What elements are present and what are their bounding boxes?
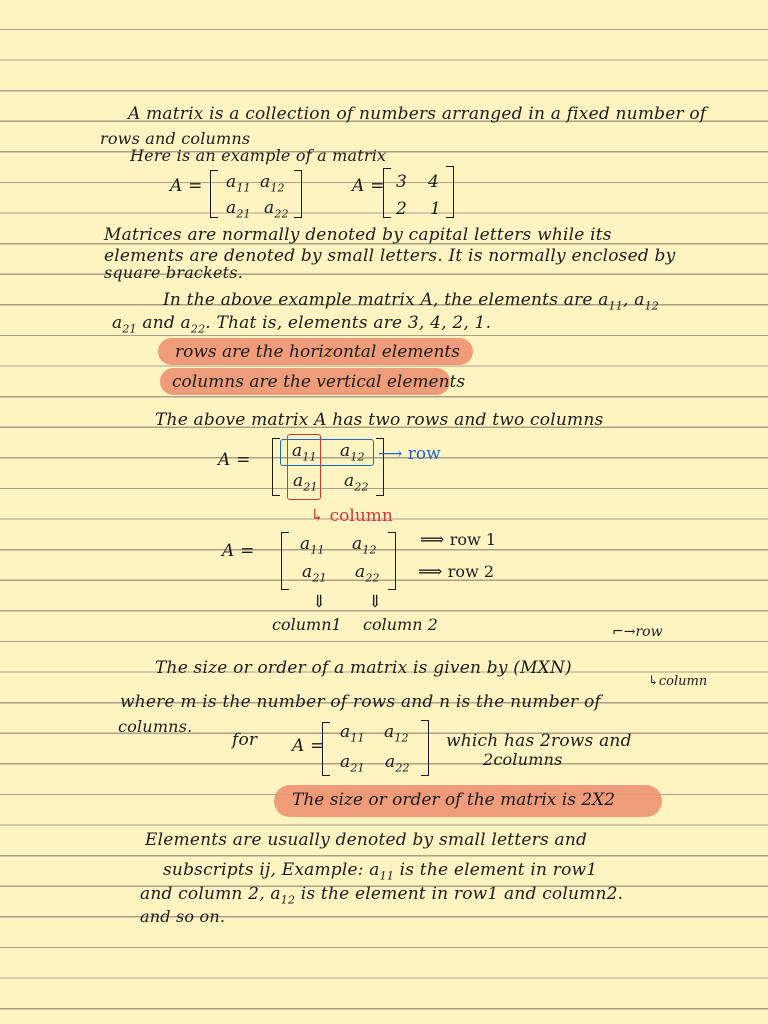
matrix-entry: $a_{11}$ bbox=[292, 441, 317, 464]
right-bracket bbox=[294, 170, 302, 218]
text-line: Matrices are normally denoted by capital letters while its bbox=[104, 225, 612, 245]
matrix-entry: $a_{22}$ bbox=[344, 471, 369, 494]
matrix-entry: $a_{12}$ bbox=[352, 534, 377, 557]
matrix-entry: $a_{11}$ bbox=[226, 172, 251, 195]
col1-label: column1 bbox=[272, 615, 342, 634]
matrix-entry: 1 bbox=[430, 199, 442, 219]
text-line: subscripts ij, Example: $a_{11}$ is the element in row1 bbox=[163, 860, 598, 883]
text-line: 2columns bbox=[483, 750, 563, 769]
text-line: rows and columns bbox=[100, 129, 251, 148]
matrix-entry: 4 bbox=[428, 172, 440, 192]
row1-arrow: ⟹ row 1 bbox=[420, 530, 497, 550]
text-line: and column 2, $a_{12}$ is the element in row1 and column2. bbox=[140, 884, 624, 907]
matrix-entry: $a_{11}$ bbox=[300, 534, 325, 557]
matrix-label: A = bbox=[292, 736, 325, 756]
matrix-entry: 2 bbox=[396, 199, 408, 219]
highlight-text: The size or order of the matrix is 2X2 bbox=[292, 790, 616, 810]
matrix-entry: $a_{21}$ bbox=[340, 752, 365, 775]
highlight-text: columns are the vertical elements bbox=[172, 372, 466, 392]
left-bracket bbox=[281, 532, 289, 590]
matrix-label: A = bbox=[170, 176, 203, 196]
matrix-entry: $a_{21}$ bbox=[226, 198, 251, 221]
row-note: ⌐→row bbox=[612, 624, 663, 640]
text-line: elements are denoted by small letters. It is normally enclosed by bbox=[104, 246, 676, 266]
for-label: for bbox=[232, 730, 258, 750]
column-note: ↳column bbox=[648, 674, 708, 689]
matrix-entry: $a_{21}$ bbox=[302, 562, 327, 585]
text-line: columns. bbox=[118, 717, 193, 736]
text-line: where m is the number of rows and n is the number of bbox=[120, 692, 601, 712]
left-bracket bbox=[210, 170, 218, 218]
left-bracket bbox=[272, 438, 280, 496]
text-line: which has 2rows and bbox=[446, 731, 632, 751]
matrix-entry: 3 bbox=[396, 172, 408, 192]
col2-arrow: ⇓ bbox=[368, 592, 383, 612]
column-arrow: ↳ column bbox=[310, 506, 393, 526]
left-bracket bbox=[322, 722, 330, 776]
matrix-entry: $a_{12}$ bbox=[260, 172, 285, 195]
text-line: square brackets. bbox=[104, 263, 243, 282]
col2-label: column 2 bbox=[363, 615, 438, 634]
matrix-entry: $a_{12}$ bbox=[340, 441, 365, 464]
text-line: Elements are usually denoted by small letters and bbox=[145, 830, 588, 850]
matrix-entry: $a_{21}$ bbox=[293, 471, 318, 494]
matrix-entry: $a_{22}$ bbox=[264, 198, 289, 221]
matrix-entry: $a_{22}$ bbox=[385, 752, 410, 775]
right-bracket bbox=[388, 532, 396, 590]
col1-arrow: ⇓ bbox=[312, 592, 327, 612]
right-bracket bbox=[446, 166, 454, 218]
text-line: A matrix is a collection of numbers arranged in a fixed number of bbox=[128, 104, 707, 124]
left-bracket bbox=[383, 168, 391, 218]
matrix-label: A = bbox=[352, 176, 385, 196]
right-bracket bbox=[421, 720, 429, 776]
matrix-entry: $a_{11}$ bbox=[340, 722, 365, 745]
text-line: The above matrix A has two rows and two columns bbox=[155, 410, 604, 430]
highlight-text: rows are the horizontal elements bbox=[175, 342, 460, 362]
matrix-entry: $a_{12}$ bbox=[384, 722, 409, 745]
text-line: and so on. bbox=[140, 907, 226, 926]
row2-arrow: ⟹ row 2 bbox=[418, 562, 495, 582]
matrix-label: A = bbox=[218, 450, 251, 470]
text-line: Here is an example of a matrix bbox=[130, 146, 387, 165]
matrix-entry: $a_{22}$ bbox=[355, 562, 380, 585]
row-arrow: ⟶ row bbox=[378, 444, 441, 464]
text-line: In the above example matrix A, the elements are $a_{11}$, $a_{12}$ bbox=[163, 290, 659, 313]
text-line: The size or order of a matrix is given by (MXN) bbox=[155, 658, 572, 678]
matrix-label: A = bbox=[222, 541, 255, 561]
text-line: $a_{21}$ and $a_{22}$. That is, elements are 3, 4, 2, 1. bbox=[112, 313, 492, 336]
